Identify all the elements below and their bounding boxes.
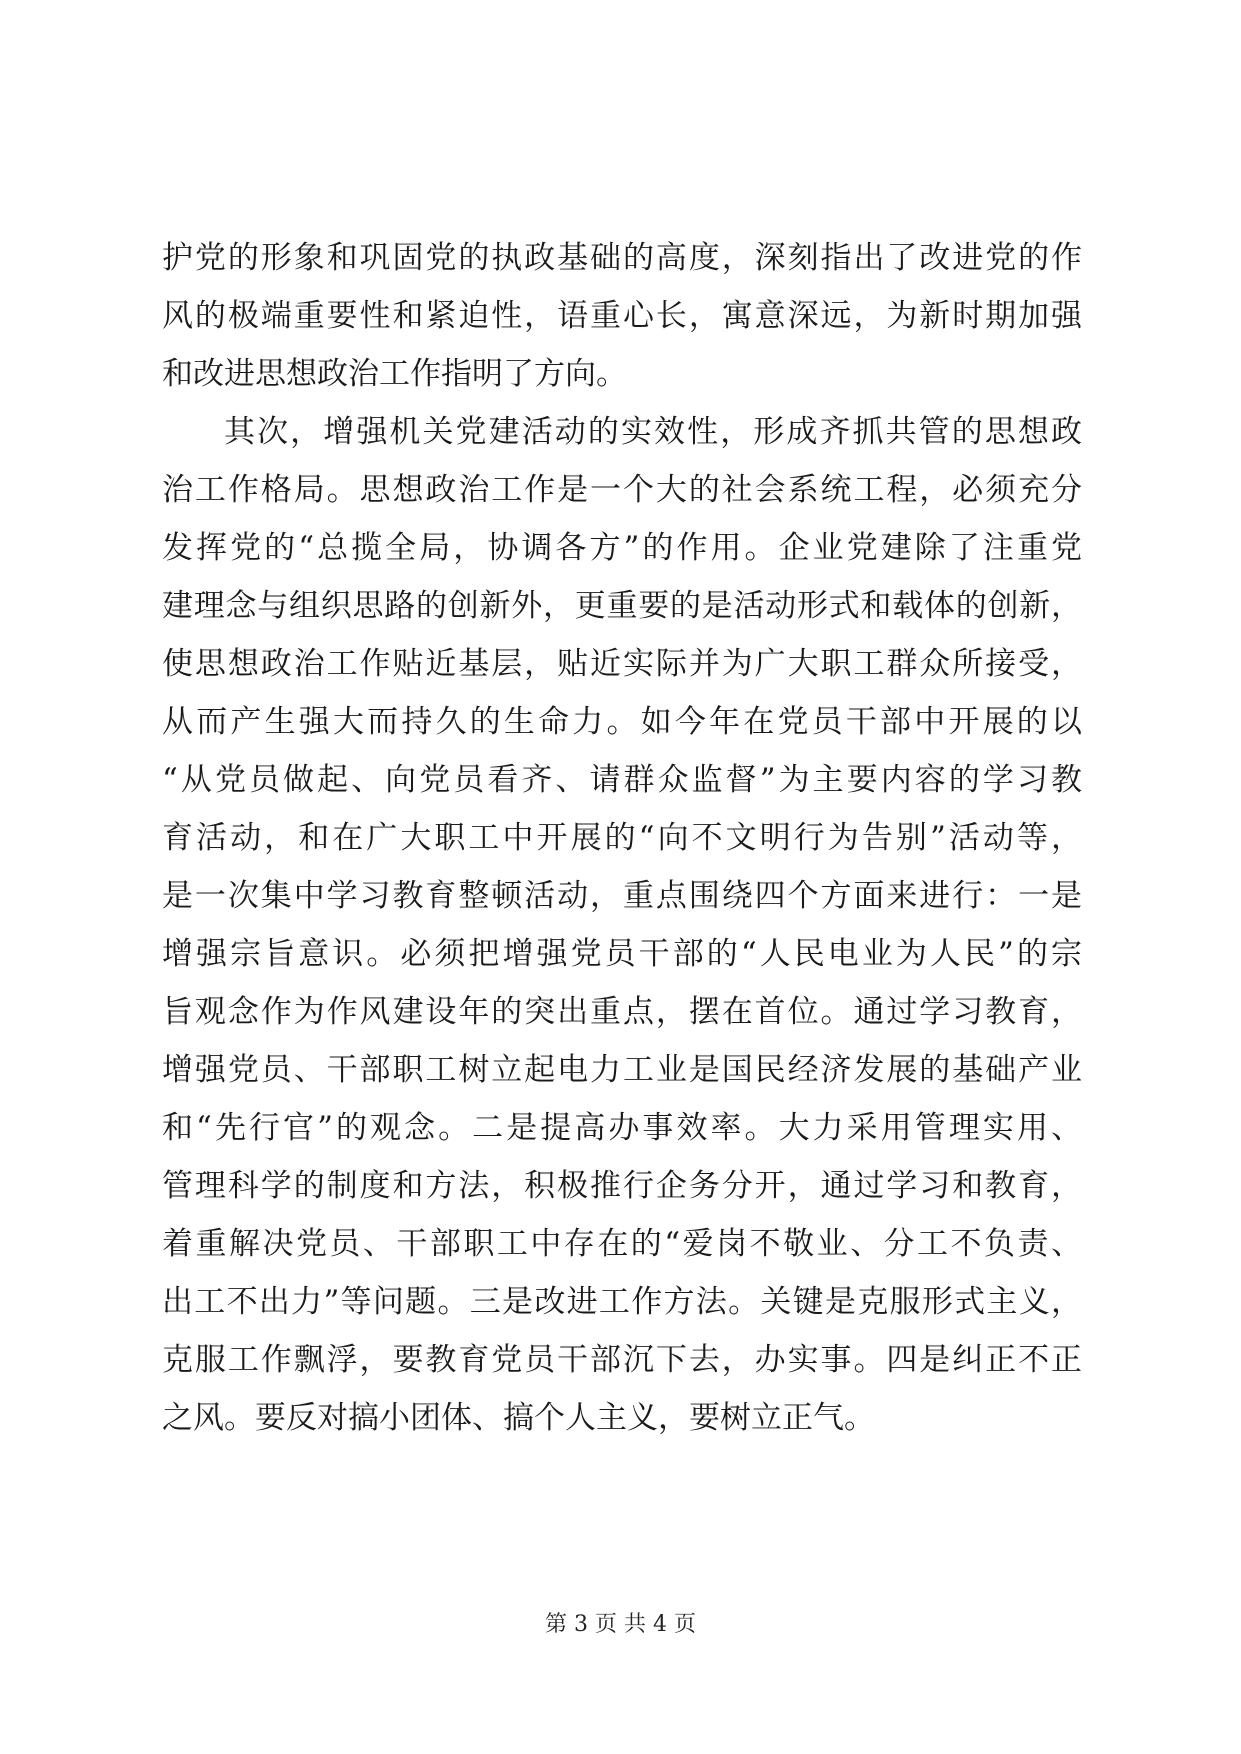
text-line: 治工作格局。思想政治工作是一个大的社会系统工程，必须充分	[162, 472, 1082, 508]
document-body	[162, 229, 1082, 1447]
text-line: 增强党员、干部职工树立起电力工业是国民经济发展的基础产业	[162, 1052, 1082, 1088]
page-footer: 第 3 页 共 4 页	[545, 1612, 696, 1637]
text-line: 克服工作飘浮，要教育党员干部沉下去，办实事。四是纠正不正	[162, 1342, 1082, 1378]
text-line: 育活动，和在广大职工中开展的“向不文明行为告别”活动等，	[162, 820, 1082, 856]
text-line: 从而产生强大而持久的生命力。如今年在党员干部中开展的以	[162, 704, 1082, 740]
text-line: 其次，增强机关党建活动的实效性，形成齐抓共管的思想政	[224, 414, 1082, 450]
paragraph	[162, 403, 1082, 1447]
text-line: 出工不出力”等问题。三是改进工作方法。关键是克服形式主义，	[162, 1284, 1082, 1320]
text-line: 发挥党的“总揽全局，协调各方”的作用。企业党建除了注重党	[162, 530, 1082, 566]
text-line: 管理科学的制度和方法，积极推行企务分开，通过学习和教育，	[162, 1168, 1082, 1204]
text-line: 护党的形象和巩固党的执政基础的高度，深刻指出了改进党的作	[162, 240, 1082, 276]
text-line: 和“先行官”的观念。二是提高办事效率。大力采用管理实用、	[162, 1110, 1082, 1146]
text-line: 和改进思想政治工作指明了方向。	[162, 356, 627, 392]
text-line: 增强宗旨意识。必须把增强党员干部的“人民电业为人民”的宗	[162, 936, 1082, 972]
text-line: “从党员做起、向党员看齐、请群众监督”为主要内容的学习教	[162, 762, 1082, 798]
text-line: 之风。要反对搞小团体、搞个人主义，要树立正气。	[162, 1400, 875, 1436]
paragraph	[162, 229, 1082, 403]
text-line: 风的极端重要性和紧迫性，语重心长，寓意深远，为新时期加强	[162, 298, 1082, 334]
text-line: 使思想政治工作贴近基层，贴近实际并为广大职工群众所接受，	[162, 646, 1082, 682]
text-line: 建理念与组织思路的创新外，更重要的是活动形式和载体的创新，	[162, 588, 1082, 624]
text-line: 是一次集中学习教育整顿活动，重点围绕四个方面来进行：一是	[162, 878, 1082, 914]
text-line: 着重解决党员、干部职工中存在的“爱岗不敬业、分工不负责、	[162, 1226, 1082, 1262]
text-line: 旨观念作为作风建设年的突出重点，摆在首位。通过学习教育，	[162, 994, 1082, 1030]
